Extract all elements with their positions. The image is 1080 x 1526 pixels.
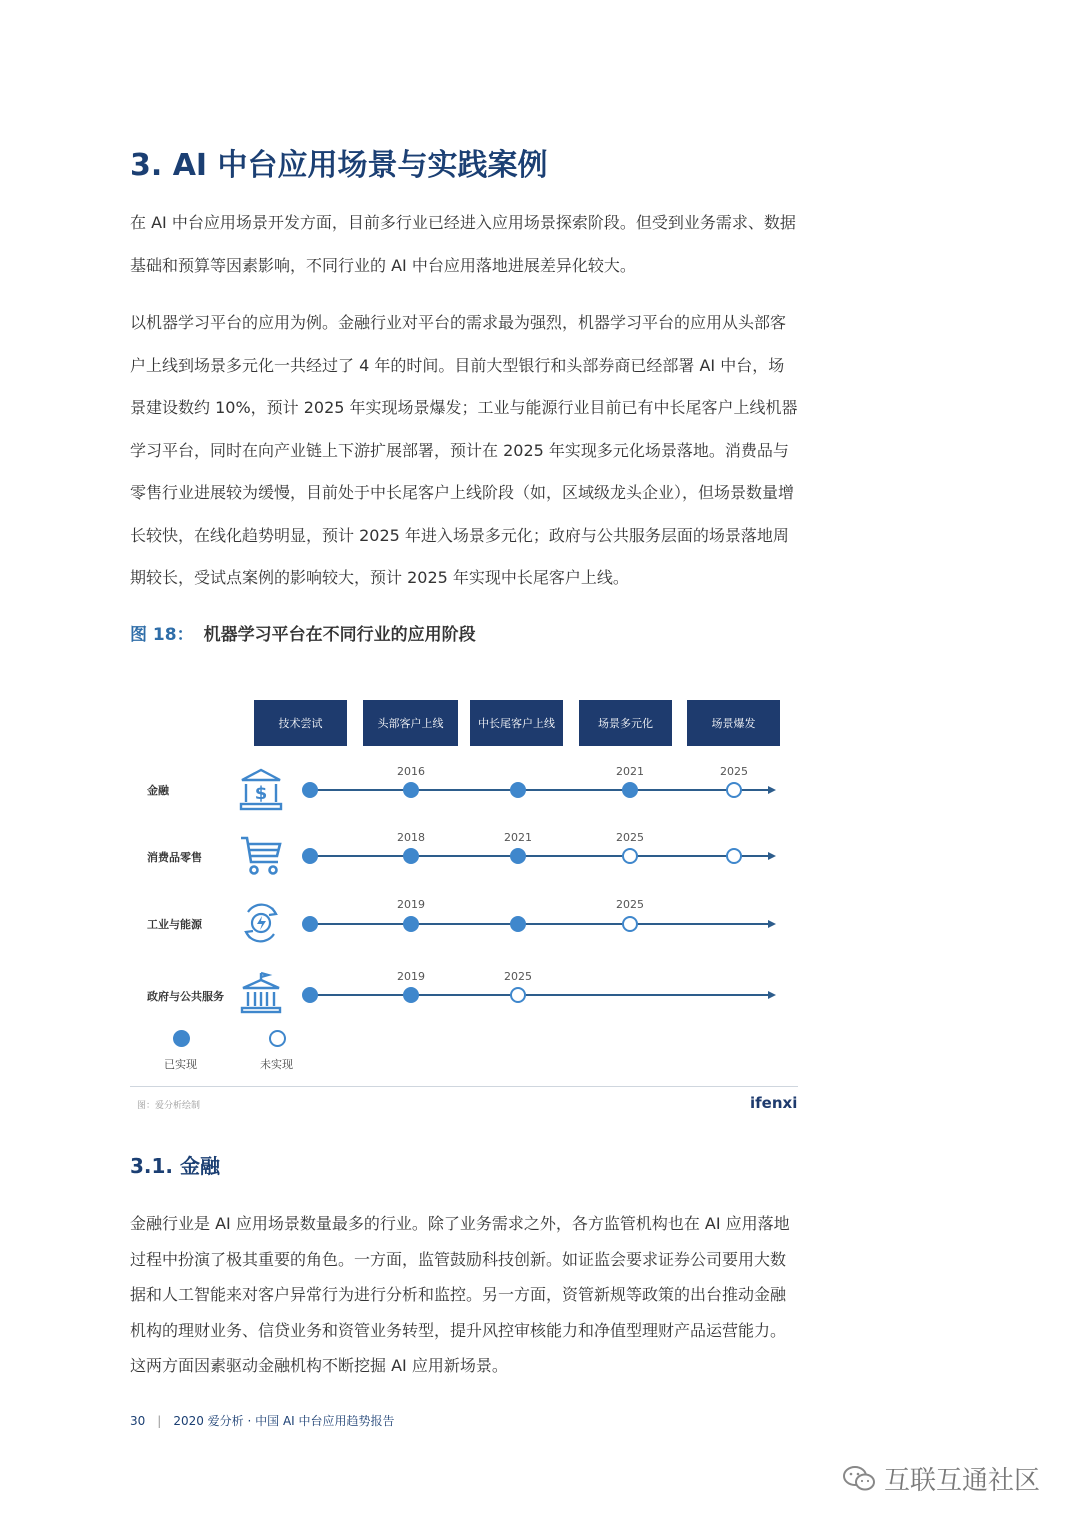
energy-cycle-icon bbox=[238, 900, 284, 946]
row-label-retail: 消费品零售 bbox=[147, 851, 202, 864]
figure-divider bbox=[130, 1086, 798, 1087]
arrow-right-icon bbox=[768, 786, 776, 794]
timeline-line bbox=[310, 855, 770, 857]
government-building-icon bbox=[238, 970, 284, 1016]
milestone-year: 2021 bbox=[616, 765, 644, 778]
shopping-cart-icon bbox=[238, 832, 284, 878]
arrow-right-icon bbox=[768, 852, 776, 860]
milestone-realized bbox=[403, 782, 419, 798]
ifenxi-logo: ifenxi bbox=[750, 1094, 798, 1112]
milestone-realized bbox=[510, 782, 526, 798]
row-label-government: 政府与公共服务 bbox=[147, 990, 224, 1003]
milestone-realized bbox=[622, 782, 638, 798]
stage-box: 场景多元化 bbox=[579, 700, 672, 746]
intro-paragraph: 在 AI 中台应用场景开发方面，目前多行业已经进入应用场景探索阶段。但受到业务需求、数据基础和预算等因素影响，不同行业的 AI 中台应用落地进展差异化较大。 bbox=[130, 213, 796, 275]
milestone-year: 2016 bbox=[397, 765, 425, 778]
legend-unrealized-marker bbox=[269, 1030, 286, 1047]
stage-box: 头部客户上线 bbox=[363, 700, 458, 746]
milestone-realized bbox=[302, 782, 318, 798]
figure-caption bbox=[130, 620, 476, 645]
timeline-line bbox=[310, 923, 770, 925]
milestone-year: 2021 bbox=[504, 831, 532, 844]
stage-box: 技术尝试 bbox=[254, 700, 347, 746]
svg-text:$: $ bbox=[254, 783, 268, 804]
milestone-realized bbox=[510, 848, 526, 864]
milestone-year: 2019 bbox=[397, 898, 425, 911]
page-title: 3. AI 中台应用场景与实践案例 bbox=[130, 148, 548, 183]
row-label-industry: 工业与能源 bbox=[147, 918, 202, 931]
bank-dollar-icon bbox=[238, 766, 284, 812]
row-label-finance: 金融 bbox=[147, 784, 169, 797]
milestone-unrealized bbox=[510, 987, 526, 1003]
milestone-year: 2025 bbox=[616, 831, 644, 844]
legend-realized-label: 已实现 bbox=[164, 1058, 197, 1071]
milestone-unrealized bbox=[622, 848, 638, 864]
arrow-right-icon bbox=[768, 991, 776, 999]
section-paragraph: 金融行业是 AI 应用场景数量最多的行业。除了业务需求之外，各方监管机构也在 AI 应用落地过程中扮演了极其重要的角色。一方面，监管鼓励科技创新。如证监会要求证券公司要用大数据和人工智能来对客户异常行为进行分析和监控。另一方面，资管新规等政策的出台推动金融机构的理财业务、信贷业务和资管业务转型，提升风控审核能力和净值型理财产品运营能力。这两方面因素驱动金融机构不断挖掘 AI 应用新场景。 bbox=[130, 1214, 790, 1375]
page-footer bbox=[130, 1412, 395, 1429]
milestone-realized bbox=[510, 916, 526, 932]
stage-box: 场景爆发 bbox=[687, 700, 780, 746]
watermark-text: 互联互通社区 bbox=[884, 1466, 1041, 1496]
figure-source: 图：爱分析绘制 bbox=[137, 1101, 201, 1111]
milestone-unrealized bbox=[726, 782, 742, 798]
section-heading: 3.1. 金融 bbox=[130, 1154, 220, 1178]
watermark bbox=[842, 1460, 1040, 1497]
footer-separator: | bbox=[157, 1414, 162, 1428]
milestone-year: 2025 bbox=[616, 898, 644, 911]
legend-realized-marker bbox=[173, 1030, 190, 1047]
milestone-year: 2018 bbox=[397, 831, 425, 844]
milestone-realized bbox=[302, 916, 318, 932]
milestone-realized bbox=[403, 848, 419, 864]
milestone-realized bbox=[302, 987, 318, 1003]
timeline-line bbox=[310, 994, 770, 996]
milestone-year: 2019 bbox=[397, 970, 425, 983]
timeline-line bbox=[310, 789, 770, 791]
wechat-icon bbox=[842, 1465, 876, 1493]
milestone-year: 2025 bbox=[504, 970, 532, 983]
milestone-realized bbox=[403, 916, 419, 932]
figure-number: 图 18： bbox=[130, 625, 194, 645]
page-number: 30 bbox=[130, 1414, 146, 1428]
example-paragraph: 以机器学习平台的应用为例。金融行业对平台的需求最为强烈，机器学习平台的应用从头部客户上线到场景多元化一共经过了 4 年的时间。目前大型银行和头部券商已经部署 AI 中台，场景建设数约 10%，预计 2025 年实现场景爆发；工业与能源行业目前已有中长尾客户上线机器学习平台，同时在向产业链上下游扩展部署，预计在 2025 年实现多元化场景落地。消费品与零售行业进展较为缓慢，目前处于中长尾客户上线阶段（如，区域级龙头企业），但场景数量增长较快，在线化趋势明显，预计 2025 年进入场景多元化；政府与公共服务层面的场景落地周期较长，受试点案例的影响较大，预计 2025 年实现中长尾客户上线。 bbox=[130, 313, 798, 587]
arrow-right-icon bbox=[768, 920, 776, 928]
milestone-unrealized bbox=[622, 916, 638, 932]
milestone-realized bbox=[403, 987, 419, 1003]
report-title: 2020 爱分析 · 中国 AI 中台应用趋势报告 bbox=[173, 1414, 395, 1428]
figure-title: 机器学习平台在不同行业的应用阶段 bbox=[203, 625, 476, 645]
stage-box: 中长尾客户上线 bbox=[470, 700, 563, 746]
milestone-unrealized bbox=[726, 848, 742, 864]
milestone-realized bbox=[302, 848, 318, 864]
legend-unrealized-label: 未实现 bbox=[260, 1058, 293, 1071]
milestone-year: 2025 bbox=[720, 765, 748, 778]
